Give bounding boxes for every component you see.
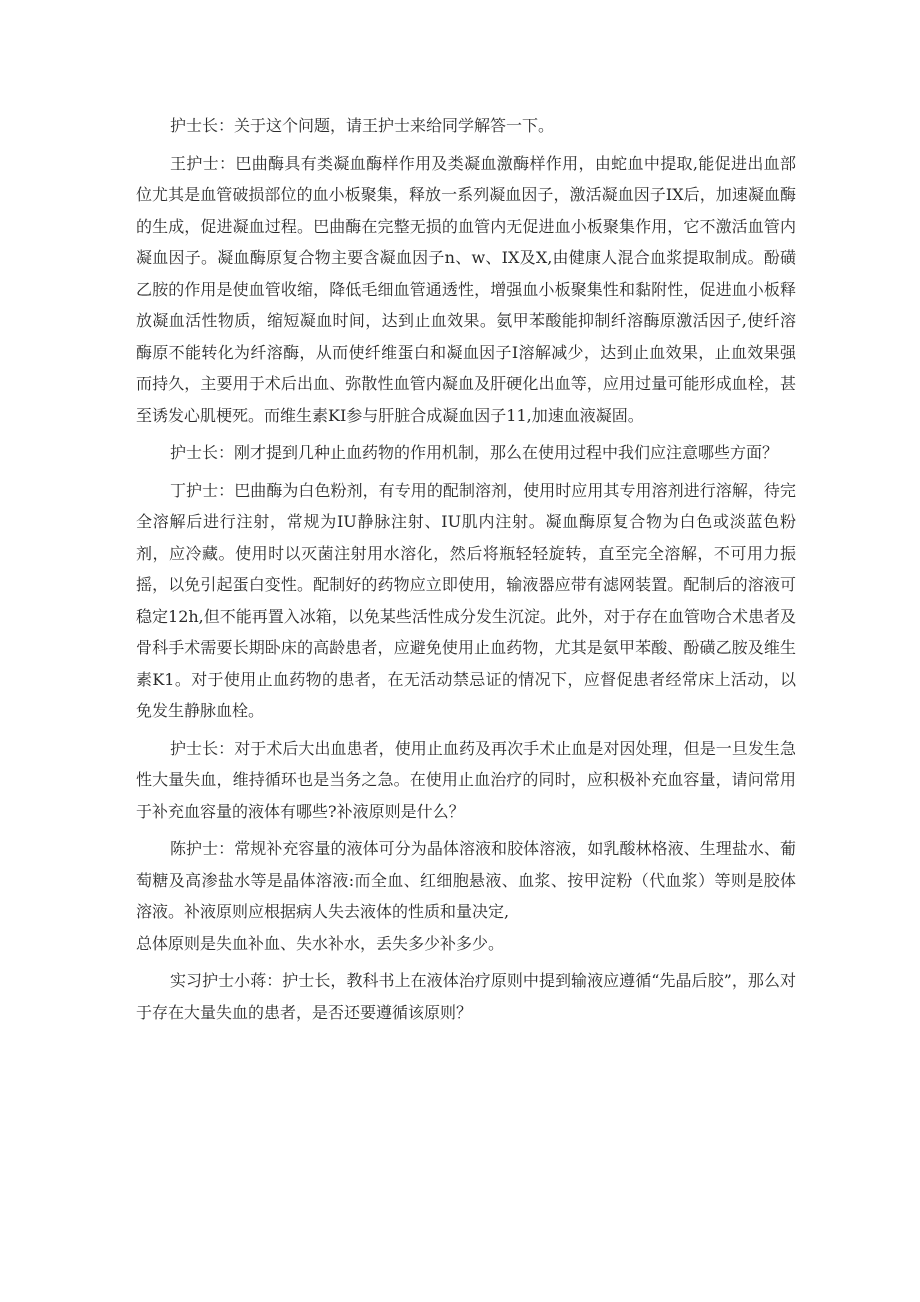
paragraph-head-nurse-intro: 护士长：关于这个问题，请王护士来给同学解答一下。 (170, 116, 555, 135)
paragraph-intern-jiang-question: 实习护士小蒋：护士长，教科书上在液体治疗原则中提到输液应遵循“先晶后胶”，那么对于存在大量失血的患者，是否还要遵循该原则？ (136, 971, 796, 1022)
paragraph-nurse-wang-answer: 王护士：巴曲酶具有类凝血酶样作用及类凝血激酶样作用，由蛇血中提取,能促进出血部位尤其是血管破损部位的血小板聚集，释放一系列凝血因子，激活凝血因子IX后，加速凝血酶的生成，促进凝血过程。巴曲酶在完整无损的血管内无促进血小板聚集作用，它不激活血管内凝血因子。凝血酶原复合物主要含凝血因子n、w、IX及X,由健康人混合血浆提取制成。酚磺乙胺的作用是使血管收缩，降低毛细血管通透性，增强血小板聚集性和黏附性，促进血小板释放凝血活性物质，缩短凝血时间，达到止血效果。氨甲苯酸能抑制纤溶酶原激活因子,使纤溶酶原不能转化为纤溶酶，从而使纤维蛋白和凝血因子I溶解减少，达到止血效果，止血效果强而持久，主要用于术后出血、弥散性血管内凝血及肝硬化出血等，应用过量可能形成血栓，甚至诱发心肌梗死。而维生素KI参与肝脏合成凝血因子11,加速血液凝固。 (136, 153, 796, 425)
paragraph-head-nurse-fluid-question: 护士长：对于术后大出血患者，使用止血药及再次手术止血是对因处理，但是一旦发生急性大量失血，维持循环也是当务之急。在使用止血治疗的同时，应积极补充血容量，请问常用于补充血容量的液体有哪些?补液原则是什么？ (136, 738, 796, 821)
paragraph-nurse-chen-answer: 陈护士：常规补充容量的液体可分为晶体溶液和胶体溶液，如乳酸林格液、生理盐水、葡萄糖及高渗盐水等是晶体溶液:而全血、红细胞悬液、血浆、按甲淀粉（代血浆）等则是胶体溶液。补液原则应根据病人失去液体的性质和量决定, (136, 839, 796, 921)
paragraph-head-nurse-question: 护士长：刚才提到几种止血药物的作用机制，那么在使用过程中我们应注意哪些方面？ (170, 443, 779, 462)
paragraph-nurse-ding-answer: 丁护士：巴曲酶为白色粉剂，有专用的配制溶剂，使用时应用其专用溶剂进行溶解，待完全溶解后进行注射，常规为IU静脉注射、IU肌内注射。凝血酶原复合物为白色或淡蓝色粉剂，应冷藏。使用时以灭菌注射用水溶化，然后将瓶轻轻旋转，直至完全溶解，不可用力振摇，以免引起蛋白变性。配制好的药物应立即使用，输液器应带有滤网装置。配制后的溶液可稳定12h,但不能再置入冰箱，以免某些活性成分发生沉淀。此外，对于存在血管吻合术患者及骨科手术需要长期卧床的高龄患者，应避免使用止血药物，尤其是氨甲苯酸、酚磺乙胺及维生素K1。对于使用止血药物的患者，在无活动禁忌证的情况下，应督促患者经常床上活动，以免发生静脉血栓。 (136, 480, 796, 720)
document-body (136, 110, 796, 1034)
paragraph-overall-principle: 总体原则是失血补血、失水补水，丢失多少补多少。 (136, 933, 505, 953)
